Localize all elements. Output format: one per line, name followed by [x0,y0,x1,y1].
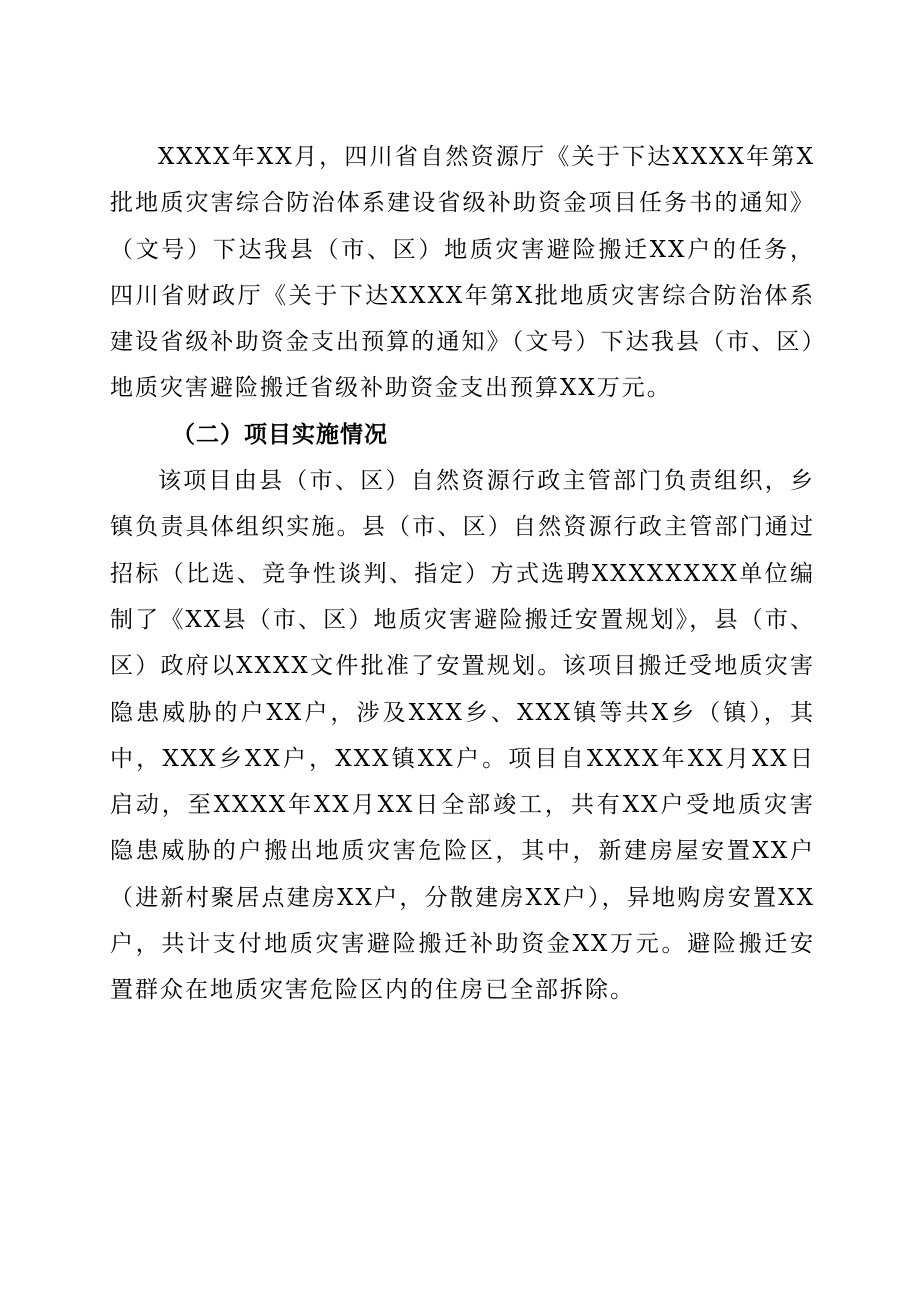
section-heading-implementation: （二）项目实施情况 [172,421,388,448]
paragraph-implementation-details: 该项目由县（市、区）自然资源行政主管部门负责组织，乡镇负责具体组织实施。县（市、区）自然资源行政主管部门通过招标（比选、竞争性谈判、指定）方式选聘XXXXXXXX单位编制了《XX县（市、区）地质灾害避险搬迁安置规划》，县（市、区）政府以XXXX文件批准了安置规划。该项目搬迁受地质灾害隐患威胁的户XX户，涉及XXX乡、XXX镇等共X乡（镇），其中，XXX乡XX户，XXX镇XX户。项目自XXXX年XX月XX日启动，至XXXX年XX月XX日全部竣工，共有XX户受地质灾害隐患威胁的户搬出地质灾害危险区，其中，新建房屋安置XX户（进新村聚居点建房XX户，分散建房XX户），异地购房安置XX户，共计支付地质灾害避险搬迁补助资金XX万元。避险搬迁安置群众在地质灾害危险区内的住房已全部拆除。 [110,468,815,1004]
document-body [110,134,815,1014]
paragraph-funding-notice: XXXX年XX月，四川省自然资源厅《关于下达XXXX年第X批地质灾害综合防治体系建设省级补助资金项目任务书的通知》（文号）下达我县（市、区）地质灾害避险搬迁XX户的任务，四川省财政厅《关于下达XXXX年第X批地质灾害综合防治体系建设省级补助资金支出预算的通知》（文号）下达我县（市、区）地质灾害避险搬迁省级补助资金支出预算XX万元。 [110,144,815,402]
